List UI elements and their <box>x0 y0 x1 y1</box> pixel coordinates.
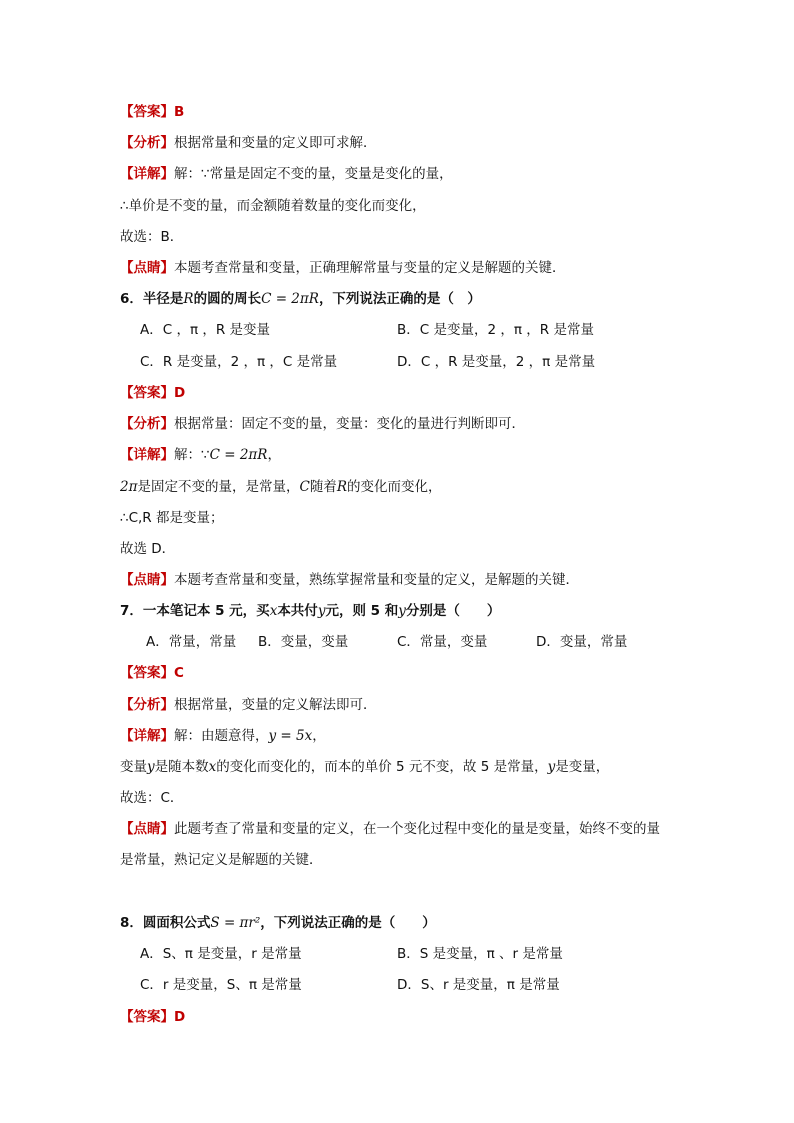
q6-option-c <box>140 353 337 371</box>
q7-option-a <box>146 633 236 651</box>
stem-text: 8．圆面积公式 <box>120 915 211 931</box>
q6-option-b <box>397 321 594 339</box>
detail-text: ∴单价是不变的量，而金额随着数量的变化而变化， <box>120 198 426 214</box>
detail-tag: 【详解】 <box>120 166 174 182</box>
stem-text: 7．一本笔记本 5 元，买 <box>120 603 270 619</box>
option-text: C．r 是变量，S、π 是常量 <box>140 977 302 993</box>
q8-option-d <box>397 976 560 994</box>
detail-text: 是随本数 <box>154 759 209 775</box>
detail-text: 解：∵常量是固定不变的量，变量是变化的量， <box>174 166 453 182</box>
stem-text: 6．半径是 <box>120 291 184 307</box>
q6-option-d <box>397 353 595 371</box>
math-c: C <box>299 479 310 495</box>
answer-tag: 【答案】 <box>120 385 174 401</box>
comment-text: 本题考查常量和变量，熟练掌握常量和变量的定义，是解题的关键． <box>174 572 579 588</box>
comment-tag: 【点睛】 <box>120 821 174 837</box>
math-r: R <box>183 291 194 307</box>
q6-option-a <box>140 321 270 339</box>
detail-tag: 【详解】 <box>120 728 174 744</box>
answer-value: D <box>174 1009 186 1025</box>
q8-option-c <box>140 976 302 994</box>
formula: y = 5x <box>268 728 313 744</box>
detail-text: 是固定不变的量，是常量， <box>137 479 300 495</box>
formula: 2π <box>120 479 138 495</box>
answer-line-6 <box>120 384 185 402</box>
option-text: D．S、r 是变量，π 是常量 <box>397 977 560 993</box>
math-r: R <box>336 479 347 495</box>
option-text: A．常量，常量 <box>146 634 237 650</box>
detail-line-5b <box>120 197 426 215</box>
analysis-tag: 【分析】 <box>120 135 174 151</box>
conclusion-text: 故选：B． <box>120 229 184 245</box>
option-text: B．C 是变量，2 ，π ，R 是常量 <box>397 322 594 338</box>
q7-option-d <box>536 633 627 651</box>
option-text: B．S 是变量，π 、r 是常量 <box>397 946 563 962</box>
answer-tag: 【答案】 <box>120 665 174 681</box>
analysis-line-5 <box>120 134 377 152</box>
comment-line-6 <box>120 571 579 589</box>
detail-text: ， <box>267 447 281 463</box>
detail-line-7b <box>120 758 609 776</box>
answer-value: C <box>174 665 184 681</box>
formula: S = πr² <box>210 915 261 931</box>
detail-tag: 【详解】 <box>120 447 174 463</box>
math-y: y <box>398 603 406 619</box>
answer-value: D <box>174 385 186 401</box>
stem-text: 元，则 5 和 <box>325 603 399 619</box>
detail-text: ， <box>312 728 326 744</box>
conclusion-line-6 <box>120 540 175 558</box>
answer-line-5 <box>120 103 184 121</box>
conclusion-line-7 <box>120 789 183 807</box>
answer-line-7 <box>120 664 184 682</box>
stem-text: 的圆的周长 <box>193 291 262 307</box>
math-y: y <box>147 759 155 775</box>
detail-line-7 <box>120 727 326 745</box>
comment-tag: 【点睛】 <box>120 572 174 588</box>
detail-text: 的变化而变化， <box>346 479 442 495</box>
q7-option-b <box>258 633 348 651</box>
q7-option-c <box>397 633 487 651</box>
stem-text: ，下列说法正确的是（ ） <box>318 291 481 307</box>
option-text: A．S、π 是变量，r 是常量 <box>140 946 302 962</box>
comment-text: 本题考查常量和变量，正确理解常量与变量的定义是解题的关键． <box>174 260 566 276</box>
q8-option-a <box>140 945 302 963</box>
option-text: D．变量，常量 <box>536 634 628 650</box>
analysis-line-6 <box>120 415 525 433</box>
comment-tag: 【点睛】 <box>120 260 174 276</box>
math-y: y <box>317 603 326 619</box>
comment-line-7 <box>120 820 660 838</box>
analysis-line-7 <box>120 696 377 714</box>
stem-text: ，下列说法正确的是（ ） <box>260 915 436 931</box>
conclusion-text: 故选 D． <box>120 541 176 557</box>
option-text: D．C ，R 是变量，2 ，π 是常量 <box>397 354 596 370</box>
detail-text: 是变量， <box>555 759 610 775</box>
detail-text: 的变化而变化的，而本的单价 5 元不变，故 5 是常量， <box>216 759 548 775</box>
detail-text: 变量 <box>120 759 147 775</box>
question-7-stem <box>120 602 500 620</box>
q8-option-b <box>397 945 563 963</box>
detail-line-5 <box>120 165 453 183</box>
conclusion-line-5 <box>120 228 183 246</box>
math-y: y <box>547 759 556 775</box>
formula: C = 2πR <box>209 447 268 463</box>
detail-line-6c <box>120 509 223 527</box>
detail-text: 解：由题意得， <box>174 728 269 744</box>
answer-tag: 【答案】 <box>120 104 174 120</box>
math-x: x <box>208 759 217 775</box>
question-6-stem <box>120 290 481 308</box>
math-x: x <box>269 603 278 619</box>
stem-text: 本共付 <box>277 603 318 619</box>
detail-text: ∴C,R 都是变量； <box>120 510 224 526</box>
analysis-text: 根据常量：固定不变的量，变量：变化的量进行判断即可． <box>174 416 525 432</box>
conclusion-text: 故选：C． <box>120 790 184 806</box>
comment-line-5 <box>120 259 566 277</box>
answer-tag: 【答案】 <box>120 1009 174 1025</box>
answer-value: B <box>174 104 185 120</box>
analysis-text: 根据常量，变量的定义解法即可． <box>174 697 377 713</box>
analysis-tag: 【分析】 <box>120 416 174 432</box>
analysis-tag: 【分析】 <box>120 697 174 713</box>
detail-line-6b <box>120 478 441 496</box>
comment-line-7b <box>120 851 323 869</box>
detail-text: 解：∵ <box>174 447 210 463</box>
option-text: C．常量，变量 <box>397 634 488 650</box>
option-text: B．变量，变量 <box>258 634 349 650</box>
comment-text: 是常量，熟记定义是解题的关键． <box>120 852 323 868</box>
question-8-stem <box>120 914 436 932</box>
detail-text: 随着 <box>309 479 337 495</box>
comment-text: 此题考查了常量和变量的定义，在一个变化过程中变化的量是变量，始终不变的量 <box>174 821 660 837</box>
detail-line-6 <box>120 446 281 464</box>
option-text: C．R 是变量，2 ，π ，C 是常量 <box>140 354 338 370</box>
formula: C = 2πR <box>261 291 319 307</box>
answer-line-8 <box>120 1008 185 1026</box>
stem-text: 分别是（ ） <box>405 603 501 619</box>
analysis-text: 根据常量和变量的定义即可求解． <box>174 135 377 151</box>
option-text: A．C ，π ，R 是变量 <box>140 322 271 338</box>
